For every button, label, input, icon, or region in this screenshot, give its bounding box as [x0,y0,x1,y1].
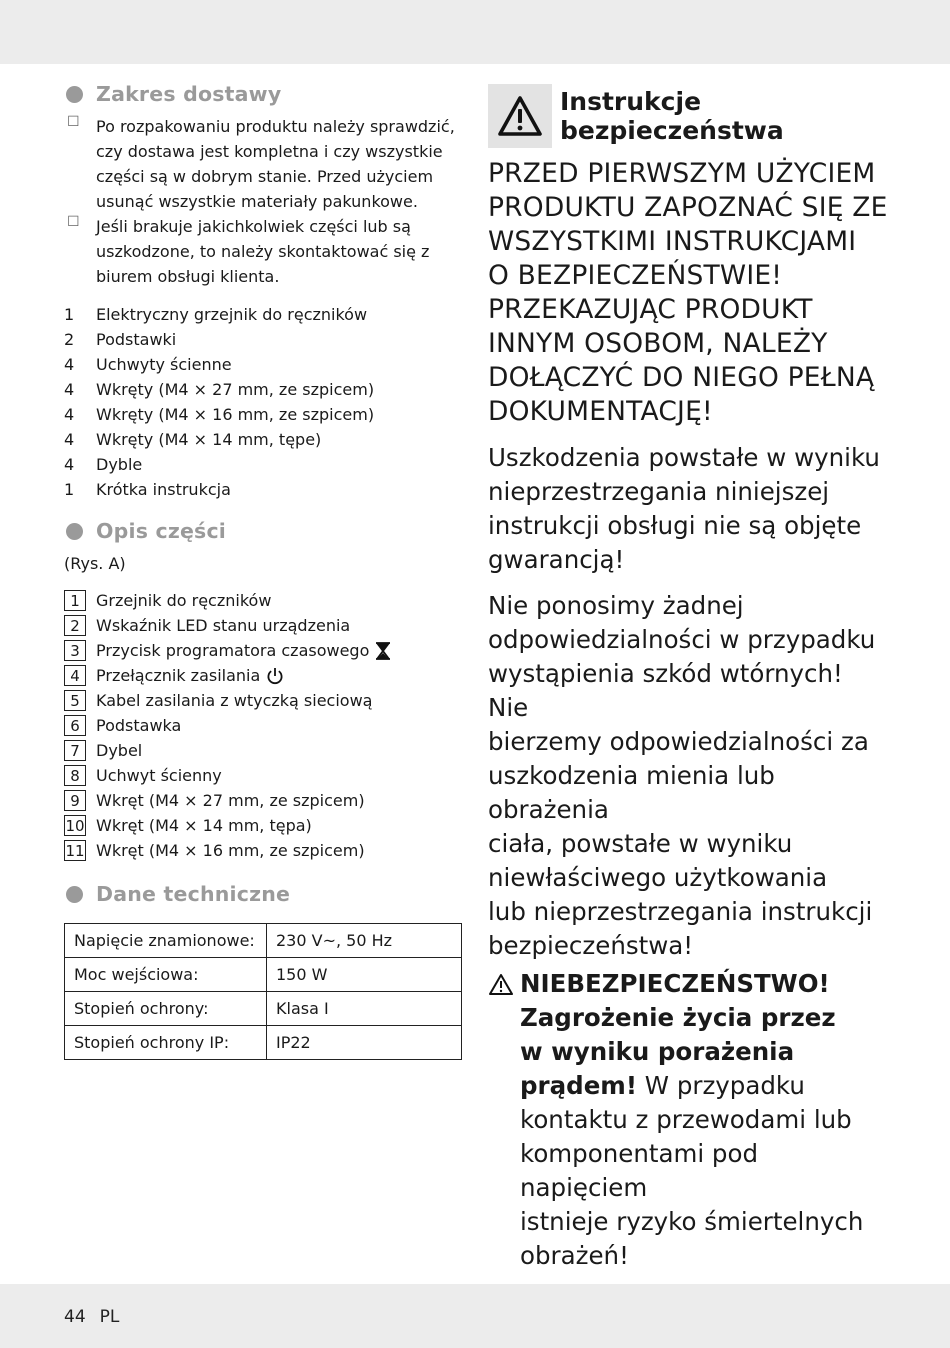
part-row [64,838,464,863]
list-item [64,302,464,327]
check-line: części są w dobrym stanie. Przed użyciem [96,167,434,186]
part-name: Wkręt (M4 × 14 mm, tępa) [96,816,312,835]
part-name: Kabel zasilania z wtyczką sieciową [96,691,373,710]
figure-reference: (Rys. A) [64,554,126,573]
section-bullet-icon [66,86,83,103]
check-line: uszkodzone, to należy skontaktować się z [96,242,430,261]
list-item [64,427,464,452]
item-name: Dyble [96,455,143,474]
table-cell-value: 150 W [267,958,462,992]
list-item [64,402,464,427]
part-number-box: 3 [64,640,86,661]
part-row [64,813,464,838]
check-line: usunąć wszystkie materiały pakunkowe. [96,192,418,211]
para-line: gwarancją! [488,545,625,574]
table-cell-label: Napięcie znamionowe: [65,924,267,958]
check-line: Po rozpakowaniu produktu należy sprawdzić, [96,117,455,136]
part-name: Przełącznik zasilania [96,666,261,685]
list-item [64,352,464,377]
liability-paragraph [488,589,888,963]
part-number-box: 1 [64,590,86,611]
table-cell-label: Stopień ochrony: [65,992,267,1026]
part-number-box: 4 [64,665,86,686]
list-item [64,377,464,402]
part-name: Wkręt (M4 × 27 mm, ze szpicem) [96,791,365,810]
check-item [64,114,464,214]
part-row [64,663,464,688]
part-row [64,763,464,788]
item-name: Elektryczny grzejnik do ręczników [96,305,368,324]
table-cell-value: Klasa I [267,992,462,1026]
para-line: Nie ponosimy żadnej [488,591,744,620]
part-name: Wskaźnik LED stanu urządzenia [96,616,351,635]
delivery-heading [64,78,464,110]
part-row [64,613,464,638]
delivery-items [64,302,464,502]
tech-heading [64,878,464,910]
table-row [65,958,462,992]
part-number-box: 11 [65,841,85,860]
part-row [64,638,464,663]
item-name: Uchwyty ścienne [96,355,232,374]
part-number-box: 10 [65,816,85,835]
table-cell-label: Stopień ochrony IP: [65,1026,267,1060]
item-name: Wkręty (M4 × 27 mm, ze szpicem) [96,380,375,399]
part-number-box: 6 [64,715,86,736]
table-row [65,924,462,958]
item-qty: 4 [64,355,75,374]
item-name: Krótka instrukcja [96,480,231,499]
para-line: Uszkodzenia powstałe w wyniku [488,443,880,472]
item-qty: 4 [64,430,75,449]
item-name: Wkręty (M4 × 16 mm, ze szpicem) [96,405,375,424]
para-line: niewłaściwego użytkowania [488,863,828,892]
item-qty: 4 [64,405,75,424]
part-number-box: 8 [64,765,86,786]
caps-line: PRZEKAZUJĄC PRODUKT [488,294,813,325]
caps-line: WSZYSTKIMI INSTRUKCJAMI [488,226,857,257]
caps-line: INNYM OSOBOM, NALEŻY [488,328,828,359]
parts-list [64,588,464,863]
item-name: Podstawki [96,330,177,349]
parts-heading-text: Opis części [96,519,227,543]
caps-line: DOKUMENTACJĘ! [488,396,713,427]
checkbox-icon: ☐ [67,214,80,230]
para-line: wystąpienia szkód wtórnych! Nie [488,659,843,722]
checkbox-icon: ☐ [67,114,80,130]
danger-line: istnieje ryzyko śmiertelnych [520,1207,864,1236]
danger-bold-line: prądem! [520,1071,638,1100]
caps-line: O BEZPIECZEŃSTWIE! [488,260,783,291]
table-cell-label: Moc wejściowa: [65,958,267,992]
part-name: Grzejnik do ręczników [96,591,272,610]
safety-heading [488,84,888,148]
safety-caps-notice [488,157,888,429]
para-line: ciała, powstałe w wyniku [488,829,793,858]
danger-normal-tail: W przypadku [637,1071,805,1100]
language-code: PL [99,1307,120,1327]
danger-bold-line: w wyniku porażenia [520,1037,795,1066]
check-item [64,214,464,289]
danger-warning [488,967,888,1273]
section-bullet-icon [66,886,83,903]
tech-table [64,923,462,1060]
danger-bold-line: NIEBEZPIECZEŃSTWO! [520,969,830,998]
para-line: odpowiedzialności w przypadku [488,625,876,654]
list-item [64,327,464,352]
check-line: biurem obsługi klienta. [96,267,280,286]
para-line: instrukcji obsługi nie są objęte [488,511,862,540]
hourglass-icon [375,642,391,660]
delivery-checklist [64,114,464,289]
safety-title-line: Instrukcje [560,87,702,116]
item-qty: 4 [64,380,75,399]
danger-bold-line: Zagrożenie życia przez [520,1003,836,1032]
list-item [64,452,464,477]
part-number-box: 2 [64,615,86,636]
para-line: nieprzestrzegania niniejszej [488,477,830,506]
danger-line: komponentami pod napięciem [520,1139,759,1202]
power-icon [266,667,284,685]
item-qty: 2 [64,330,75,349]
caps-line: DOŁĄCZYĆ DO NIEGO PEŁNĄ [488,362,875,393]
page-number: 44 [64,1307,86,1327]
part-row [64,788,464,813]
part-number-box: 7 [64,740,86,761]
right-column [488,84,888,1273]
part-name: Wkręt (M4 × 16 mm, ze szpicem) [96,841,365,860]
part-name: Uchwyt ścienny [96,766,222,785]
item-qty: 4 [64,455,75,474]
top-band [0,0,950,64]
safety-title-line: bezpieczeństwa [560,116,784,145]
tech-heading-text: Dane techniczne [96,882,291,906]
warning-triangle-icon [488,84,552,148]
para-line: bierzemy odpowiedzialności za [488,727,869,756]
part-name: Podstawka [96,716,182,735]
part-row [64,713,464,738]
parts-heading [64,515,464,547]
table-cell-value: IP22 [267,1026,462,1060]
left-column [64,78,464,1060]
part-row [64,688,464,713]
table-row [65,1026,462,1060]
para-line: bezpieczeństwa! [488,931,694,960]
part-number-box: 9 [64,790,86,811]
section-bullet-icon [66,523,83,540]
para-line: lub nieprzestrzegania instrukcji [488,897,873,926]
check-line: czy dostawa jest kompletna i czy wszystkie [96,142,443,161]
danger-line: obrażeń! [520,1241,629,1270]
table-cell-value: 230 V~, 50 Hz [267,924,462,958]
part-number-box: 5 [64,690,86,711]
page-footer [64,1307,119,1327]
caps-line: PRODUKTU ZAPOZNAĆ SIĘ ZE [488,192,888,223]
check-line: Jeśli brakuje jakichkolwiek części lub są [96,217,411,236]
delivery-heading-text: Zakres dostawy [96,82,282,106]
part-row [64,588,464,613]
part-name: Przycisk programatora czasowego [96,641,370,660]
item-name: Wkręty (M4 × 14 mm, tępe) [96,430,322,449]
table-row [65,992,462,1026]
item-qty: 1 [64,305,75,324]
part-row [64,738,464,763]
item-qty: 1 [64,480,75,499]
part-name: Dybel [96,741,143,760]
caps-line: PRZED PIERWSZYM UŻYCIEM [488,158,876,189]
warranty-paragraph [488,441,888,577]
danger-line: kontaktu z przewodami lub [520,1105,852,1134]
bottom-band [0,1284,950,1348]
danger-triangle-icon [488,967,520,1273]
list-item [64,477,464,502]
para-line: uszkodzenia mienia lub obrażenia [488,761,775,824]
